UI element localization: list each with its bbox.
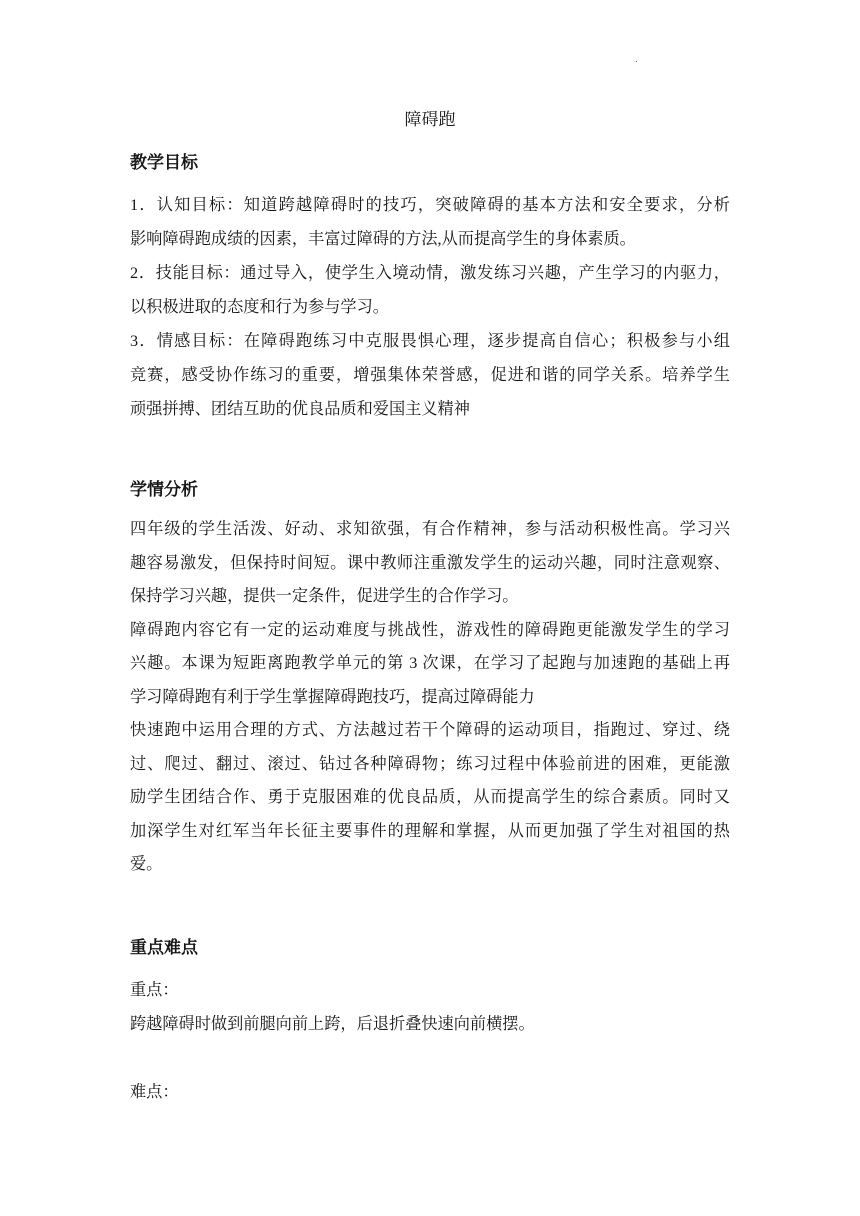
text-line: 兴趣。本课为短距离跑教学单元的第 3 次课，在学习了起跑与加速跑的基础上再 [130,654,730,672]
text-line: 快速跑中运用合理的方式、方法越过若干个障碍的运动项目，指跑过、穿过、绕 [130,721,730,739]
page-title: 障碍跑 [404,110,456,129]
text-line: 影响障碍跑成绩的因素，丰富过障碍的方法,从而提高学生的身体素质。 [130,230,636,248]
text-line: 以积极进取的态度和行为参与学习。 [130,298,389,316]
text-line: 竞赛，感受协作练习的重要，增强集体荣誉感，促进和谐的同学关系。培养学生 [130,366,730,384]
paragraph [130,614,730,715]
section-heading-analysis: 学情分析 [130,480,198,499]
key-text: 跨越障碍时做到前腿向前上跨，后退折叠快速向前横摆。 [130,1015,535,1033]
goal-item-cognitive [130,188,730,256]
text-line: 3．情感目标：在障碍跑练习中克服畏惧心理，逐步提高自信心；积极参与小组 [130,332,730,350]
text-line: 过、爬过、翻过、滚过、钻过各种障碍物；练习过程中体验前进的困难，更能激 [130,754,730,773]
text-line: 顽强拼搏、团结互助的优良品质和爱国主义精神 [130,400,470,418]
text-line: 趣容易激发，但保持时间短。课中教师注重激发学生的运动兴趣，同时注意观察、 [130,553,730,572]
text-line: 保持学习兴趣，提供一定条件，促进学生的合作学习。 [130,587,519,605]
goal-item-skill [130,256,730,324]
text-line: 1．认知目标：知道跨越障碍时的技巧，突破障碍的基本方法和安全要求，分析 [130,196,730,214]
key-label: 重点： [130,981,179,999]
section-heading-goals: 教学目标 [130,153,198,172]
section-heading-keypoints: 重点难点 [130,938,198,957]
blank-line [130,1041,730,1075]
text-line: 加深学生对红军当年长征主要事件的理解和掌握，从而更加强了学生对祖国的热 [130,821,730,840]
text-line: 四年级的学生活泼、好动、求知欲强，有合作精神，参与活动积极性高。学习兴 [130,520,730,538]
paragraph [130,513,730,614]
corner-mark: . [635,54,638,65]
keypoints-text [130,973,730,1109]
text-line: 学习障碍跑有利于学生掌握障碍跑技巧，提高过障碍能力 [130,687,535,706]
difficulty-label: 难点： [130,1083,179,1101]
text-line: 障碍跑内容它有一定的运动难度与挑战性，游戏性的障碍跑更能激发学生的学习 [130,620,730,639]
text-line: 爱。 [130,855,163,873]
text-line: 2．技能目标：通过导入，使学生入境动情，激发练习兴趣，产生学习的内驱力， [130,264,730,282]
goals-list [130,188,730,426]
analysis-text [130,513,730,882]
text-line: 励学生团结合作、勇于克服困难的优良品质，从而提高学生的综合素质。同时又 [130,788,730,806]
goal-item-emotional [130,324,730,426]
paragraph [130,714,730,882]
